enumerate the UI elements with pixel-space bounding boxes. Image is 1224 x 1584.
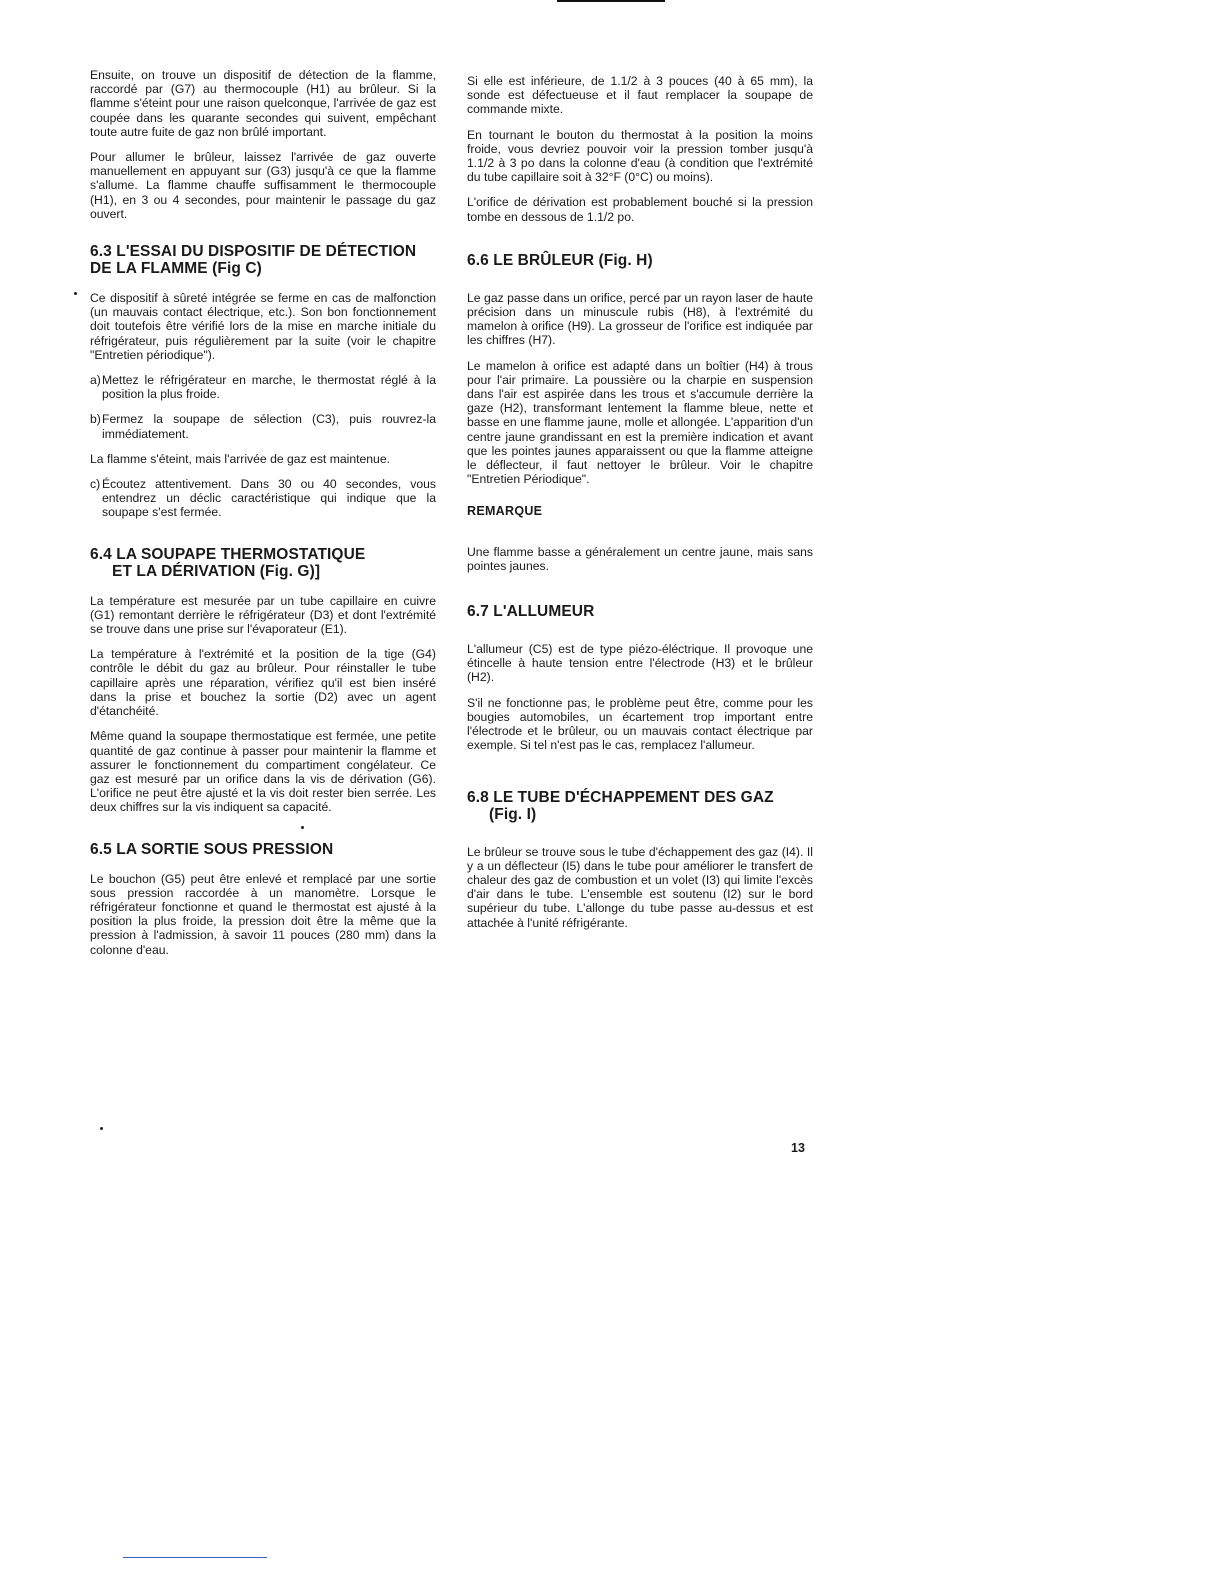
page-number: 13 — [791, 1141, 805, 1155]
paragraph: L'allumeur (C5) est de type piézo-éléctrique. Il provoque une étincelle à haute tension entre l'électrode (H3) et le brûleur (H2). — [467, 642, 813, 685]
heading-line: 6.7 L'ALLUMEUR — [467, 603, 595, 621]
footer-rule — [123, 1557, 267, 1558]
paragraph: Le gaz passe dans un orifice, percé par un rayon laser de haute précision dans un minuscule rubis (H8), à l'extrémité du mamelon à orifice (H9). La grosseur de l'orifice est indiquée par les chiffres (H7). — [467, 290, 813, 348]
heading-line: 6.8 LE TUBE D'ÉCHAPPEMENT DES GAZ — [467, 788, 774, 806]
paragraph: La flamme s'éteint, mais l'arrivée de gaz est maintenue. — [90, 451, 391, 466]
heading-line: 6.6 LE BRÛLEUR (Fig. H) — [467, 251, 653, 269]
paragraph: Ensuite, on trouve un dispositif de détection de la flamme, raccordé par (G7) au thermocouple (H1) au brûleur. Si la flamme s'éteint pour une raison quelconque, l'arrivée de gaz est coupée dans les quarante secondes qui suivent, empêchant toute autre fuite de gaz non brûlé important. — [90, 68, 436, 139]
paragraph: Si elle est inférieure, de 1.1/2 à 3 pouces (40 à 65 mm), la sonde est défectueuse et il faut remplacer la soupape de commande mixte. — [467, 74, 813, 117]
section-heading-6-4 — [90, 546, 436, 580]
heading-line: DE LA FLAMME (Fig C) — [90, 260, 262, 278]
paragraph: Le brûleur se trouve sous le tube d'échappement des gaz (I4). Il y a un déflecteur (I5) dans le tube pour améliorer le transfert de chaleur des gaz de combustion et un volet (I3) qui limite l'excès d'air dans le tube. L'ensemble est soutenu (I2) sur le bord supérieur du tube. L'allonge du tube passe au-dessus et est attachée à l'unité réfrigérante. — [467, 844, 813, 930]
list-label: c) — [90, 477, 101, 492]
paragraph: En tournant le bouton du thermostat à la position la moins froide, vous devriez pouvoir voir la pression tomber jusqu'à 1.1/2 à 3 po dans la colonne d'eau (à condition que l'extrémité du tube capillaire soit à 32°F (0°C) ou moins). — [467, 127, 813, 185]
paragraph: Même quand la soupape thermostatique est fermée, une petite quantité de gaz continue à passer pour maintenir la flamme et assurer le fonctionnement du compartiment congélateur. Ce gaz est mesuré par un orifice dans la vis de dérivation (G6). L'orifice ne peut être ajusté et la vis doit rester bien serrée. Les deux chiffres sur la vis indiquent sa capacité. — [90, 729, 436, 815]
paragraph: Pour allumer le brûleur, laissez l'arrivée de gaz ouverte manuellement en appuyant sur (G3) jusqu'à ce que la flamme s'allume. La flamme chauffe suffisamment le thermocouple (H1), en 3 ou 4 secondes, pour maintenir le passage du gaz ouvert. — [90, 150, 436, 221]
list-label: b) — [90, 412, 101, 427]
section-heading-6-6 — [467, 252, 813, 269]
paragraph: L'orifice de dérivation est probablement bouché si la pression tombe en dessous de 1.1/2 po. — [467, 195, 813, 224]
list-label: a) — [90, 373, 101, 388]
section-heading-6-8 — [467, 789, 813, 823]
heading-line: (Fig. I) — [489, 805, 537, 823]
list-item — [90, 373, 436, 401]
heading-line: ET LA DÉRIVATION (Fig. G)] — [112, 562, 321, 580]
section-heading-6-7 — [467, 603, 813, 620]
heading-line: 6.4 LA SOUPAPE THERMOSTATIQUE — [90, 545, 366, 563]
paragraph: Le bouchon (G5) peut être enlevé et remplacé par une sortie sous pression raccordée à un manomètre. Lorsque le réfrigérateur fonctionne et quand le thermostat est ajusté à la position la plus froide, la pression doit être la même que la pression à l'admission, à savoir 11 pouces (280 mm) dans la colonne d'eau. — [90, 871, 436, 957]
paragraph: La température est mesurée par un tube capillaire en cuivre (G1) remontant derrière le réfrigérateur (D3) et dont l'extrémité se trouve dans une prise sur l'évaporateur (E1). — [90, 593, 436, 637]
list-text: Écoutez attentivement. Dans 30 ou 40 secondes, vous entendrez un déclic caractéristique qui indique que la soupape s'est fermée. — [102, 477, 436, 520]
remark-label: REMARQUE — [467, 504, 543, 519]
right-column — [467, 74, 813, 941]
paragraph: La température à l'extrémité et la position de la tige (G4) contrôle le débit du gaz au brûleur. Pour réinstaller le tube capillaire après une réparation, vérifiez qu'il est bien inséré dans la prise et bouchez la sortie (D2) avec un agent d'étanchéité. — [90, 647, 436, 719]
paragraph: Le mamelon à orifice est adapté dans un boîtier (H4) à trous pour l'air primaire. La poussière ou la charpie en suspension dans l'air est aspirée dans les trous et s'accumule derrière la gaze (H2), transformant lentement la flamme bleue, nette et basse en une flamme jaune, molle et allongée. L'apparition d'un centre jaune grandissant en est la première indication et avant que les pointes jaunes apparaissent ou que la flamme atteigne le déflecteur, il faut nettoyer le brûleur. Voir le chapitre "Entretien Périodique". — [467, 358, 813, 487]
top-edge-rule — [557, 0, 665, 2]
section-heading-6-5 — [90, 841, 436, 858]
paragraph: S'il ne fonctionne pas, le problème peut être, comme pour les bougies automobiles, un écartement trop important entre l'électrode et le brûleur, ou un mauvais contact électrique par exemple. Si tel n'est pas le cas, remplacez l'allumeur. — [467, 695, 813, 753]
stray-mark — [74, 292, 77, 295]
list-text: Mettez le réfrigérateur en marche, le thermostat réglé à la position la plus froide. — [102, 373, 436, 402]
list-text: Fermez la soupape de sélection (C3), puis rouvrez-la immédiatement. — [102, 412, 436, 441]
heading-line: 6.3 L'ESSAI DU DISPOSITIF DE DÉTECTION — [90, 243, 417, 261]
paragraph: Ce dispositif à sûreté intégrée se ferme en cas de malfonction (un mauvais contact électrique, etc.). Son bon fonctionnement doit toutefois être vérifié lors de la mise en marche initiale du réfrigérateur, puis régulièrement par la suite (voir le chapitre "Entretien périodique"). — [90, 291, 436, 362]
paragraph: Une flamme basse a généralement un centre jaune, mais sans pointes jaunes. — [467, 544, 813, 573]
list-item — [90, 477, 436, 520]
section-heading-6-3 — [90, 243, 436, 277]
list-item — [90, 412, 436, 440]
stray-mark — [100, 1127, 103, 1130]
heading-line: 6.5 LA SORTIE SOUS PRESSION — [90, 840, 334, 858]
left-column — [90, 68, 436, 968]
